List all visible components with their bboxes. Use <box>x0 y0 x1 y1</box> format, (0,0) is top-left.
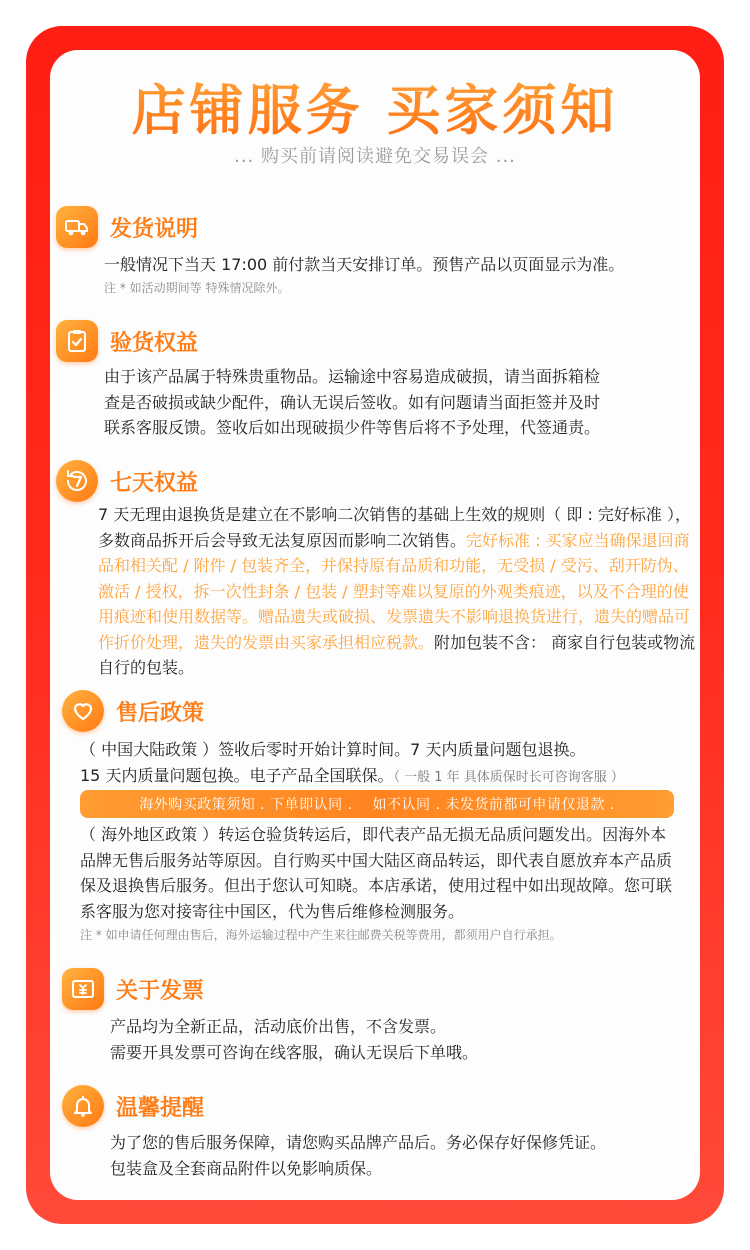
seven-days-standard: 完好标准 : 买家应当确保退回商品和相关配 / 附件 / 包装齐全，并保持原有品质和功能，无受损 / 受污、刮开防伪、激活 / 授权，拆一次性封条 / 包装 / 塑封等难以复原的外观类痕迹，以及不合理的使用痕迹和使用数据等。赠品遗失或破损、发票遗失不影响退换货进行，遗失的赠品可作折价处理，遗失的发票由买家承担相应税款。 <box>98 530 691 652</box>
section-after-sales-header <box>62 690 204 732</box>
after-sales-note: 注 * 如申请任何理由售后，海外运输过程中产生来往邮费关税等费用，都须用户自行承担。 <box>80 928 562 942</box>
shipping-note: 注 * 如活动期间等 特殊情况除外。 <box>104 280 290 295</box>
after-sales-line-2 <box>80 763 680 791</box>
shipping-line: 一般情况下当天 17:00 前付款当天安排订单。预售产品以页面显示为准。 <box>104 255 625 274</box>
clipboard-check-icon <box>56 320 98 362</box>
after-sales-overseas-text: （ 海外地区政策 ）转运仓验货转运后，即代表产品无损无品质问题发出。因海外本品牌无售后服务站等原因。自行购买中国大陆区商品转运，即代表自愿放弃本产品质保及退换售后服务。但出于您认可知晓。本店承诺，使用过程中如出现故障。您可联系客服为您对接寄往中国区，代为售后维修检测服务。 <box>80 825 673 921</box>
section-reminder-header <box>62 1085 204 1127</box>
section-seven-days-body <box>98 502 696 681</box>
invoice-icon <box>62 968 104 1010</box>
section-shipping-title: 发货说明 <box>110 216 199 242</box>
section-seven-days-header <box>56 460 198 502</box>
reminder-line-1: 为了您的售后服务保障，请您购买品牌产品后。务必保存好保修凭证。 <box>110 1133 607 1152</box>
section-inspection-header <box>56 320 198 362</box>
section-reminder-body <box>110 1130 690 1181</box>
page-title: 店铺服务 买家须知 <box>0 68 750 145</box>
overseas-notice-banner <box>80 790 674 818</box>
seven-days-rule: 7 天无理由退换货是建立在不影响二次销售的基础上生效的规则（ 即 : 完好标准 ），多数商品拆开后会导致无法复原因而影响二次销售。 <box>98 505 692 550</box>
section-inspection-title: 验货权益 <box>110 330 199 356</box>
seven-days-packaging: 附加包装不含： 商家自行包装或物流自行的包装。 <box>98 632 696 677</box>
banner-left-text: 海外购买政策须知 . 下单即认同 . <box>139 797 353 813</box>
section-invoice-header <box>62 968 204 1010</box>
invoice-line-1: 产品均为全新正品，活动底价出售，不含发票。 <box>110 1017 447 1036</box>
inspection-line-2: 查是否破损或缺少配件，确认无误后签收。如有问题请当面拒签并及时 <box>104 392 601 412</box>
section-after-sales-policy <box>80 737 680 790</box>
inspection-line-3: 联系客服反馈。签收后如出现破损少件等售后将不予处理，代签通责。 <box>104 418 601 437</box>
section-invoice-title: 关于发票 <box>116 978 205 1004</box>
section-after-sales-title: 售后政策 <box>116 700 205 726</box>
invoice-line-2: 需要开具发票可咨询在线客服，确认无误后下单哦。 <box>110 1042 479 1062</box>
section-shipping-header <box>56 206 198 248</box>
section-seven-days-title: 七天权益 <box>110 470 199 496</box>
heart-icon <box>62 690 104 732</box>
section-inspection-body <box>104 364 704 441</box>
truck-icon <box>56 206 98 248</box>
after-sales-line-2-note: （ 一般 1 年 具体质保时长可咨询客服 ） <box>393 769 624 785</box>
after-sales-line-1: （ 中国大陆政策 ）签收后零时开始计算时间。7 天内质量问题包退换。 <box>80 740 586 759</box>
section-after-sales-overseas <box>80 822 678 946</box>
section-shipping-body <box>104 252 704 298</box>
bell-icon <box>62 1085 104 1127</box>
section-reminder-title: 温馨提醒 <box>116 1095 205 1121</box>
banner-right-text: 如不认同 . 未发货前都可申请仅退款 . <box>372 797 615 813</box>
reminder-line-2: 包装盒及全套商品附件以免影响质保。 <box>110 1158 383 1178</box>
section-invoice-body <box>110 1014 690 1065</box>
page-subtitle: ... 购买前请阅读避免交易误会 ... <box>234 146 516 167</box>
after-sales-line-2-text: 15 天内质量问题包换。电子产品全国联保。 <box>80 765 394 785</box>
seven-days-icon <box>56 460 98 502</box>
inspection-line-1: 由于该产品属于特殊贵重物品。运输途中容易造成破损，请当面拆箱检 <box>104 367 601 386</box>
